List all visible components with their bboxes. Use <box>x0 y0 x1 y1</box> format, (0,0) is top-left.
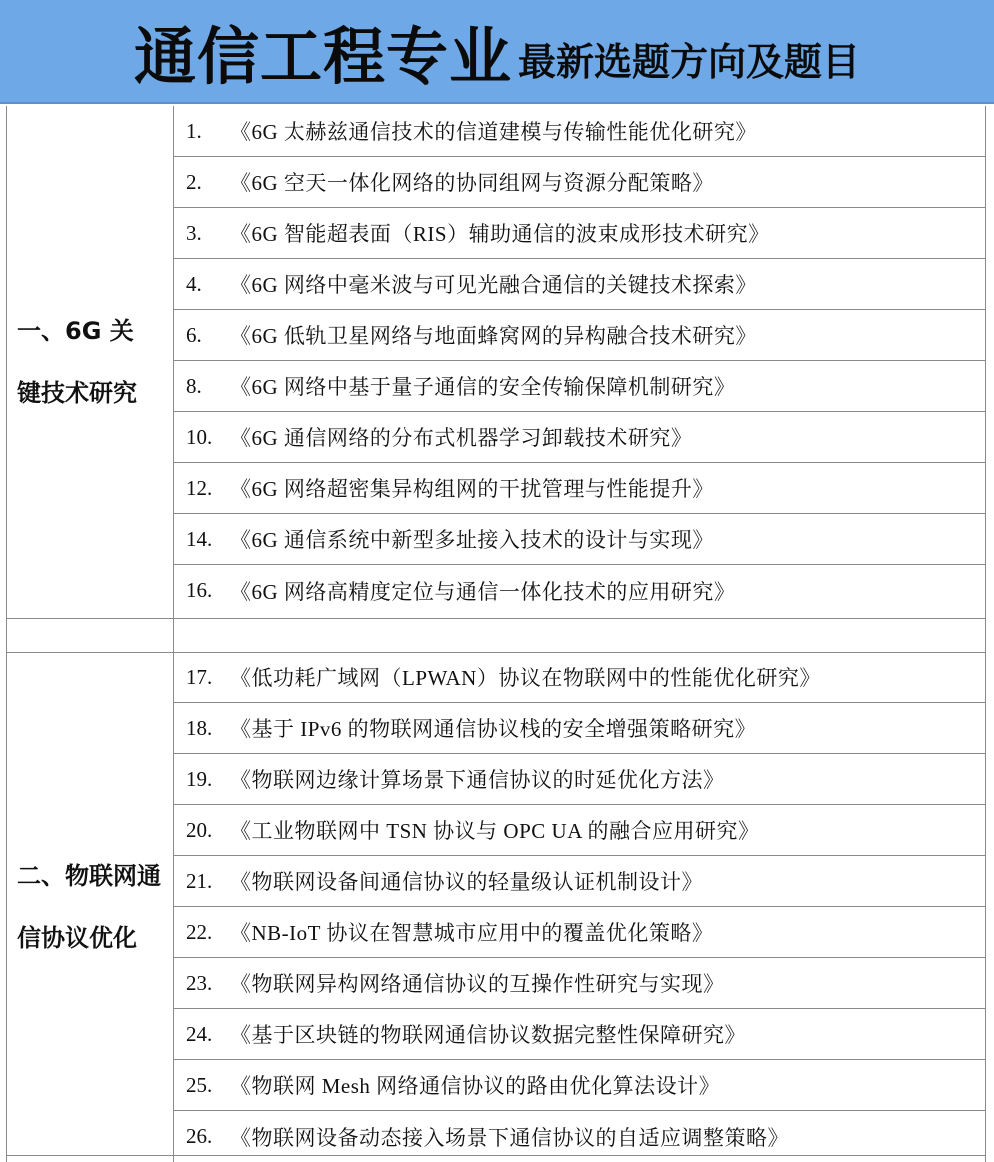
topic-number: 19. <box>186 766 213 791</box>
topic-title: 《6G 网络中毫米波与可见光融合通信的关键技术探索》 <box>230 273 757 297</box>
topic-number: 8. <box>186 373 202 398</box>
spacer-row <box>6 618 986 652</box>
topic-row <box>174 208 985 259</box>
topic-title: 《6G 网络高精度定位与通信一体化技术的应用研究》 <box>230 579 736 604</box>
topic-row <box>174 463 985 514</box>
page-header <box>0 0 994 104</box>
category-label: 一、6G 关键技术研究 <box>7 106 174 618</box>
topic-title: 《6G 空天一体化网络的协同组网与资源分配策略》 <box>230 171 714 195</box>
topic-number: 24. <box>186 1021 213 1046</box>
topic-number: 12. <box>186 475 213 500</box>
topic-list <box>174 106 985 616</box>
topic-row <box>174 1060 985 1111</box>
topic-title: 《低功耗广域网（LPWAN）协议在物联网中的性能优化研究》 <box>230 666 821 690</box>
topic-row <box>174 958 985 1009</box>
topic-row <box>174 565 985 616</box>
topic-title: 《NB-IoT 协议在智慧城市应用中的覆盖优化策略》 <box>230 921 714 945</box>
topic-row <box>174 106 985 157</box>
section-iot <box>6 652 986 1162</box>
topic-list <box>174 652 985 1162</box>
topic-row <box>174 1009 985 1060</box>
topic-title: 《基于 IPv6 的物联网通信协议栈的安全增强策略研究》 <box>230 717 757 741</box>
topic-number: 1. <box>186 118 202 143</box>
topic-row <box>174 907 985 958</box>
topic-number: 26. <box>186 1124 213 1148</box>
topic-title: 《工业物联网中 TSN 协议与 OPC UA 的融合应用研究》 <box>230 819 760 843</box>
topic-row <box>174 157 985 208</box>
topic-number: 14. <box>186 526 213 551</box>
topic-title: 《物联网设备间通信协议的轻量级认证机制设计》 <box>230 870 703 894</box>
topic-number: 3. <box>186 220 202 245</box>
topic-row <box>174 514 985 565</box>
topic-title: 《6G 智能超表面（RIS）辅助通信的波束成形技术研究》 <box>230 222 770 246</box>
topic-title: 《物联网设备动态接入场景下通信协议的自适应调整策略》 <box>230 1125 789 1150</box>
topic-number: 16. <box>186 578 213 602</box>
section-6g <box>6 106 986 618</box>
topic-row <box>174 361 985 412</box>
topic-row <box>174 754 985 805</box>
topic-number: 18. <box>186 715 213 740</box>
topic-title: 《6G 通信网络的分布式机器学习卸载技术研究》 <box>230 426 693 450</box>
topic-title: 《6G 低轨卫星网络与地面蜂窝网的异构融合技术研究》 <box>230 324 757 348</box>
topic-number: 25. <box>186 1072 213 1097</box>
topic-row <box>174 259 985 310</box>
topic-number: 17. <box>186 664 213 689</box>
topic-number: 22. <box>186 919 213 944</box>
topic-title: 《物联网 Mesh 网络通信协议的路由优化算法设计》 <box>230 1074 721 1098</box>
topic-row <box>174 652 985 703</box>
page-title: 通信工程专业 <box>133 19 512 93</box>
topic-number: 23. <box>186 970 213 995</box>
topic-row <box>174 310 985 361</box>
topic-number: 4. <box>186 271 202 296</box>
topic-title: 《物联网边缘计算场景下通信协议的时延优化方法》 <box>230 768 725 792</box>
topic-title: 《6G 太赫兹通信技术的信道建模与传输性能优化研究》 <box>230 120 757 144</box>
divider <box>6 1155 986 1156</box>
page-subtitle: 最新选题方向及题目 <box>518 39 861 84</box>
topic-title: 《6G 网络超密集异构组网的干扰管理与性能提升》 <box>230 477 714 501</box>
category-label: 二、物联网通信协议优化 <box>7 652 174 1162</box>
topic-number: 2. <box>186 169 202 194</box>
topic-number: 6. <box>186 322 202 347</box>
topic-row <box>174 805 985 856</box>
topic-row <box>174 703 985 754</box>
spacer-cell <box>7 618 174 652</box>
topic-number: 21. <box>186 868 213 893</box>
topic-title: 《物联网异构网络通信协议的互操作性研究与实现》 <box>230 972 725 996</box>
topic-title: 《6G 网络中基于量子通信的安全传输保障机制研究》 <box>230 375 736 399</box>
topic-number: 20. <box>186 817 213 842</box>
topic-row <box>174 856 985 907</box>
topic-row <box>174 412 985 463</box>
topic-number: 10. <box>186 424 213 449</box>
topic-title: 《基于区块链的物联网通信协议数据完整性保障研究》 <box>230 1023 746 1047</box>
topic-title: 《6G 通信系统中新型多址接入技术的设计与实现》 <box>230 528 714 552</box>
